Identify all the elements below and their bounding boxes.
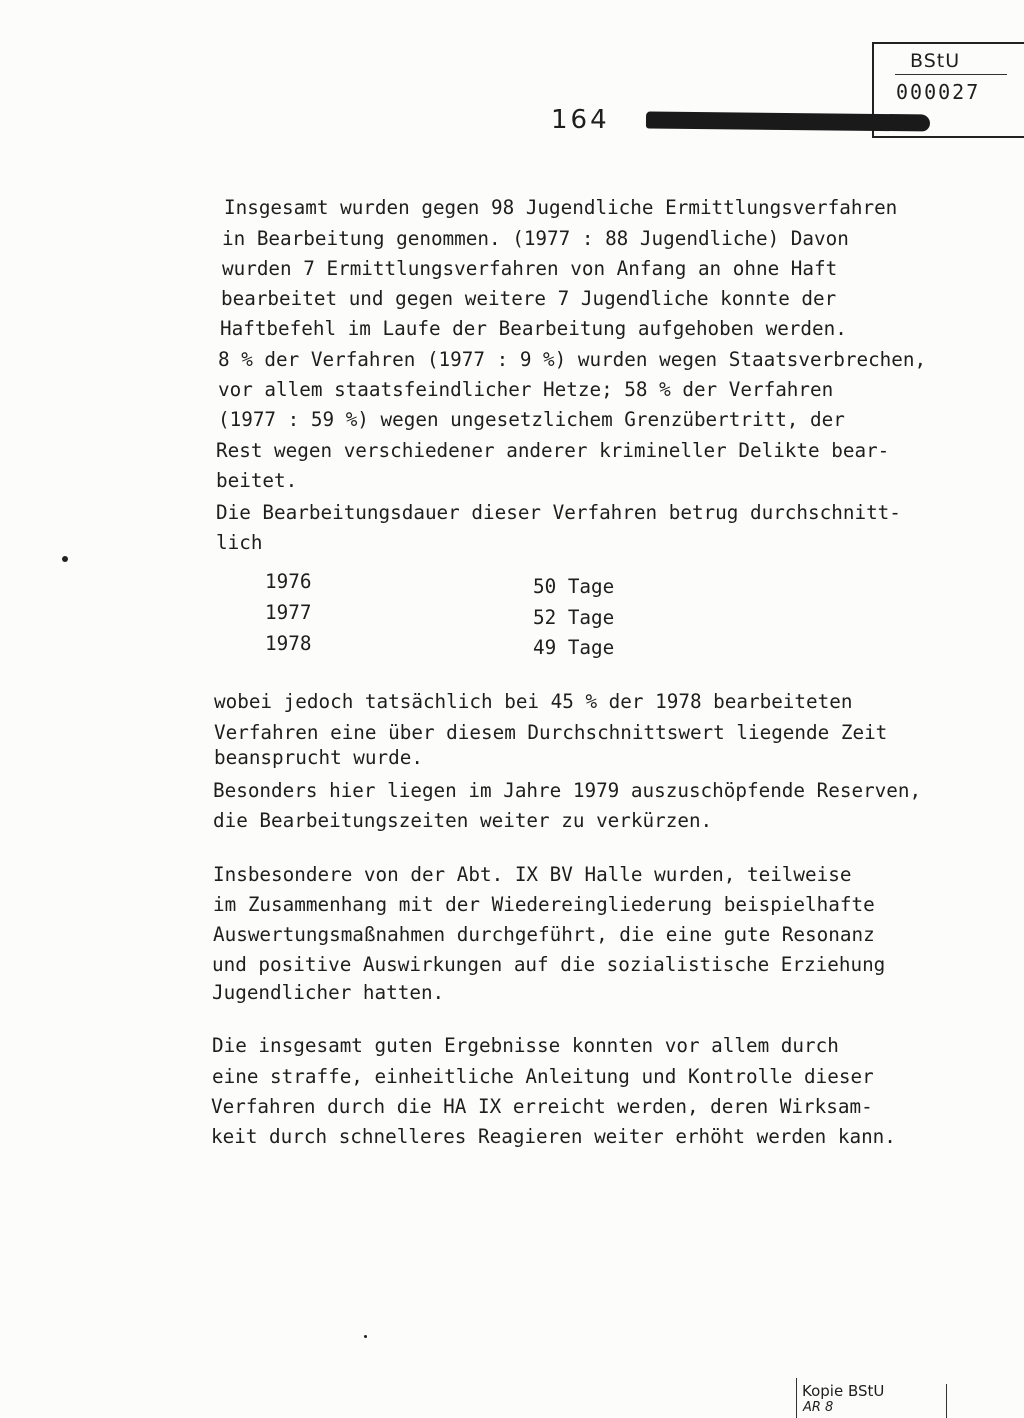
text-line: Verfahren eine über diesem Durchschnittswert liegende Zeit — [214, 721, 888, 744]
archive-stamp-label: BStU — [910, 50, 961, 72]
table-value: 52 Tage — [533, 606, 615, 629]
text-line: die Bearbeitungszeiten weiter zu verkürzen. — [213, 809, 713, 832]
table-value: 50 Tage — [533, 575, 615, 598]
text-line: keit durch schnelleres Reagieren weiter erhöht werden kann. — [211, 1125, 896, 1148]
archive-stamp-divider — [895, 74, 1007, 75]
copy-stamp-sub: AR 8 — [803, 1400, 834, 1415]
margin-mark — [62, 556, 68, 562]
speck-mark — [364, 1335, 367, 1338]
text-line: lich — [216, 531, 263, 554]
table-year: 1978 — [265, 632, 312, 655]
page-number: 164 — [551, 105, 610, 135]
text-line: Verfahren durch die HA IX erreicht werden, deren Wirksam- — [211, 1095, 873, 1118]
text-line: Rest wegen verschiedener anderer krimineller Delikte bear- — [216, 439, 890, 462]
text-line: eine straffe, einheitliche Anleitung und Kontrolle dieser — [212, 1065, 874, 1088]
text-line: wurden 7 Ermittlungsverfahren von Anfang an ohne Haft — [222, 257, 838, 280]
table-year: 1977 — [265, 601, 312, 624]
text-line: bearbeitet und gegen weitere 7 Jugendliche konnte der — [221, 287, 837, 310]
table-year: 1976 — [265, 570, 312, 593]
text-line: in Bearbeitung genommen. (1977 : 88 Jugendliche) Davon — [222, 227, 849, 250]
text-line: (1977 : 59 %) wegen ungesetzlichem Grenzübertritt, der — [218, 408, 845, 431]
archive-stamp-number: 000027 — [896, 80, 981, 104]
copy-stamp-label: Kopie BStU — [802, 1382, 885, 1400]
text-line: und positive Auswirkungen auf die sozialistische Erziehung — [212, 953, 886, 976]
text-line: beitet. — [216, 469, 298, 492]
text-line: Die insgesamt guten Ergebnisse konnten vor allem durch — [212, 1034, 839, 1057]
text-line: 8 % der Verfahren (1977 : 9 %) wurden wegen Staatsverbrechen, — [218, 348, 927, 371]
text-line: Besonders hier liegen im Jahre 1979 auszuschöpfende Reserven, — [213, 779, 922, 802]
text-line: im Zusammenhang mit der Wiedereingliederung beispielhafte — [213, 893, 875, 916]
text-line: Haftbefehl im Laufe der Bearbeitung aufgehoben werden. — [220, 317, 847, 340]
text-line: Auswertungsmaßnahmen durchgeführt, die eine gute Resonanz — [213, 923, 875, 946]
copy-stamp-bar — [946, 1384, 947, 1418]
text-line: wobei jedoch tatsächlich bei 45 % der 1978 bearbeiteten — [214, 690, 853, 713]
text-line: Jugendlicher hatten. — [212, 981, 445, 1004]
table-value: 49 Tage — [533, 636, 615, 659]
text-line: Insbesondere von der Abt. IX BV Halle wurden, teilweise — [213, 863, 852, 886]
redaction-bar — [646, 112, 930, 132]
text-line: vor allem staatsfeindlicher Hetze; 58 % der Verfahren — [218, 378, 834, 401]
text-line: Insgesamt wurden gegen 98 Jugendliche Ermittlungsverfahren — [224, 196, 898, 219]
text-line: beansprucht wurde. — [214, 746, 423, 769]
text-line: Die Bearbeitungsdauer dieser Verfahren betrug durchschnitt- — [216, 501, 901, 524]
